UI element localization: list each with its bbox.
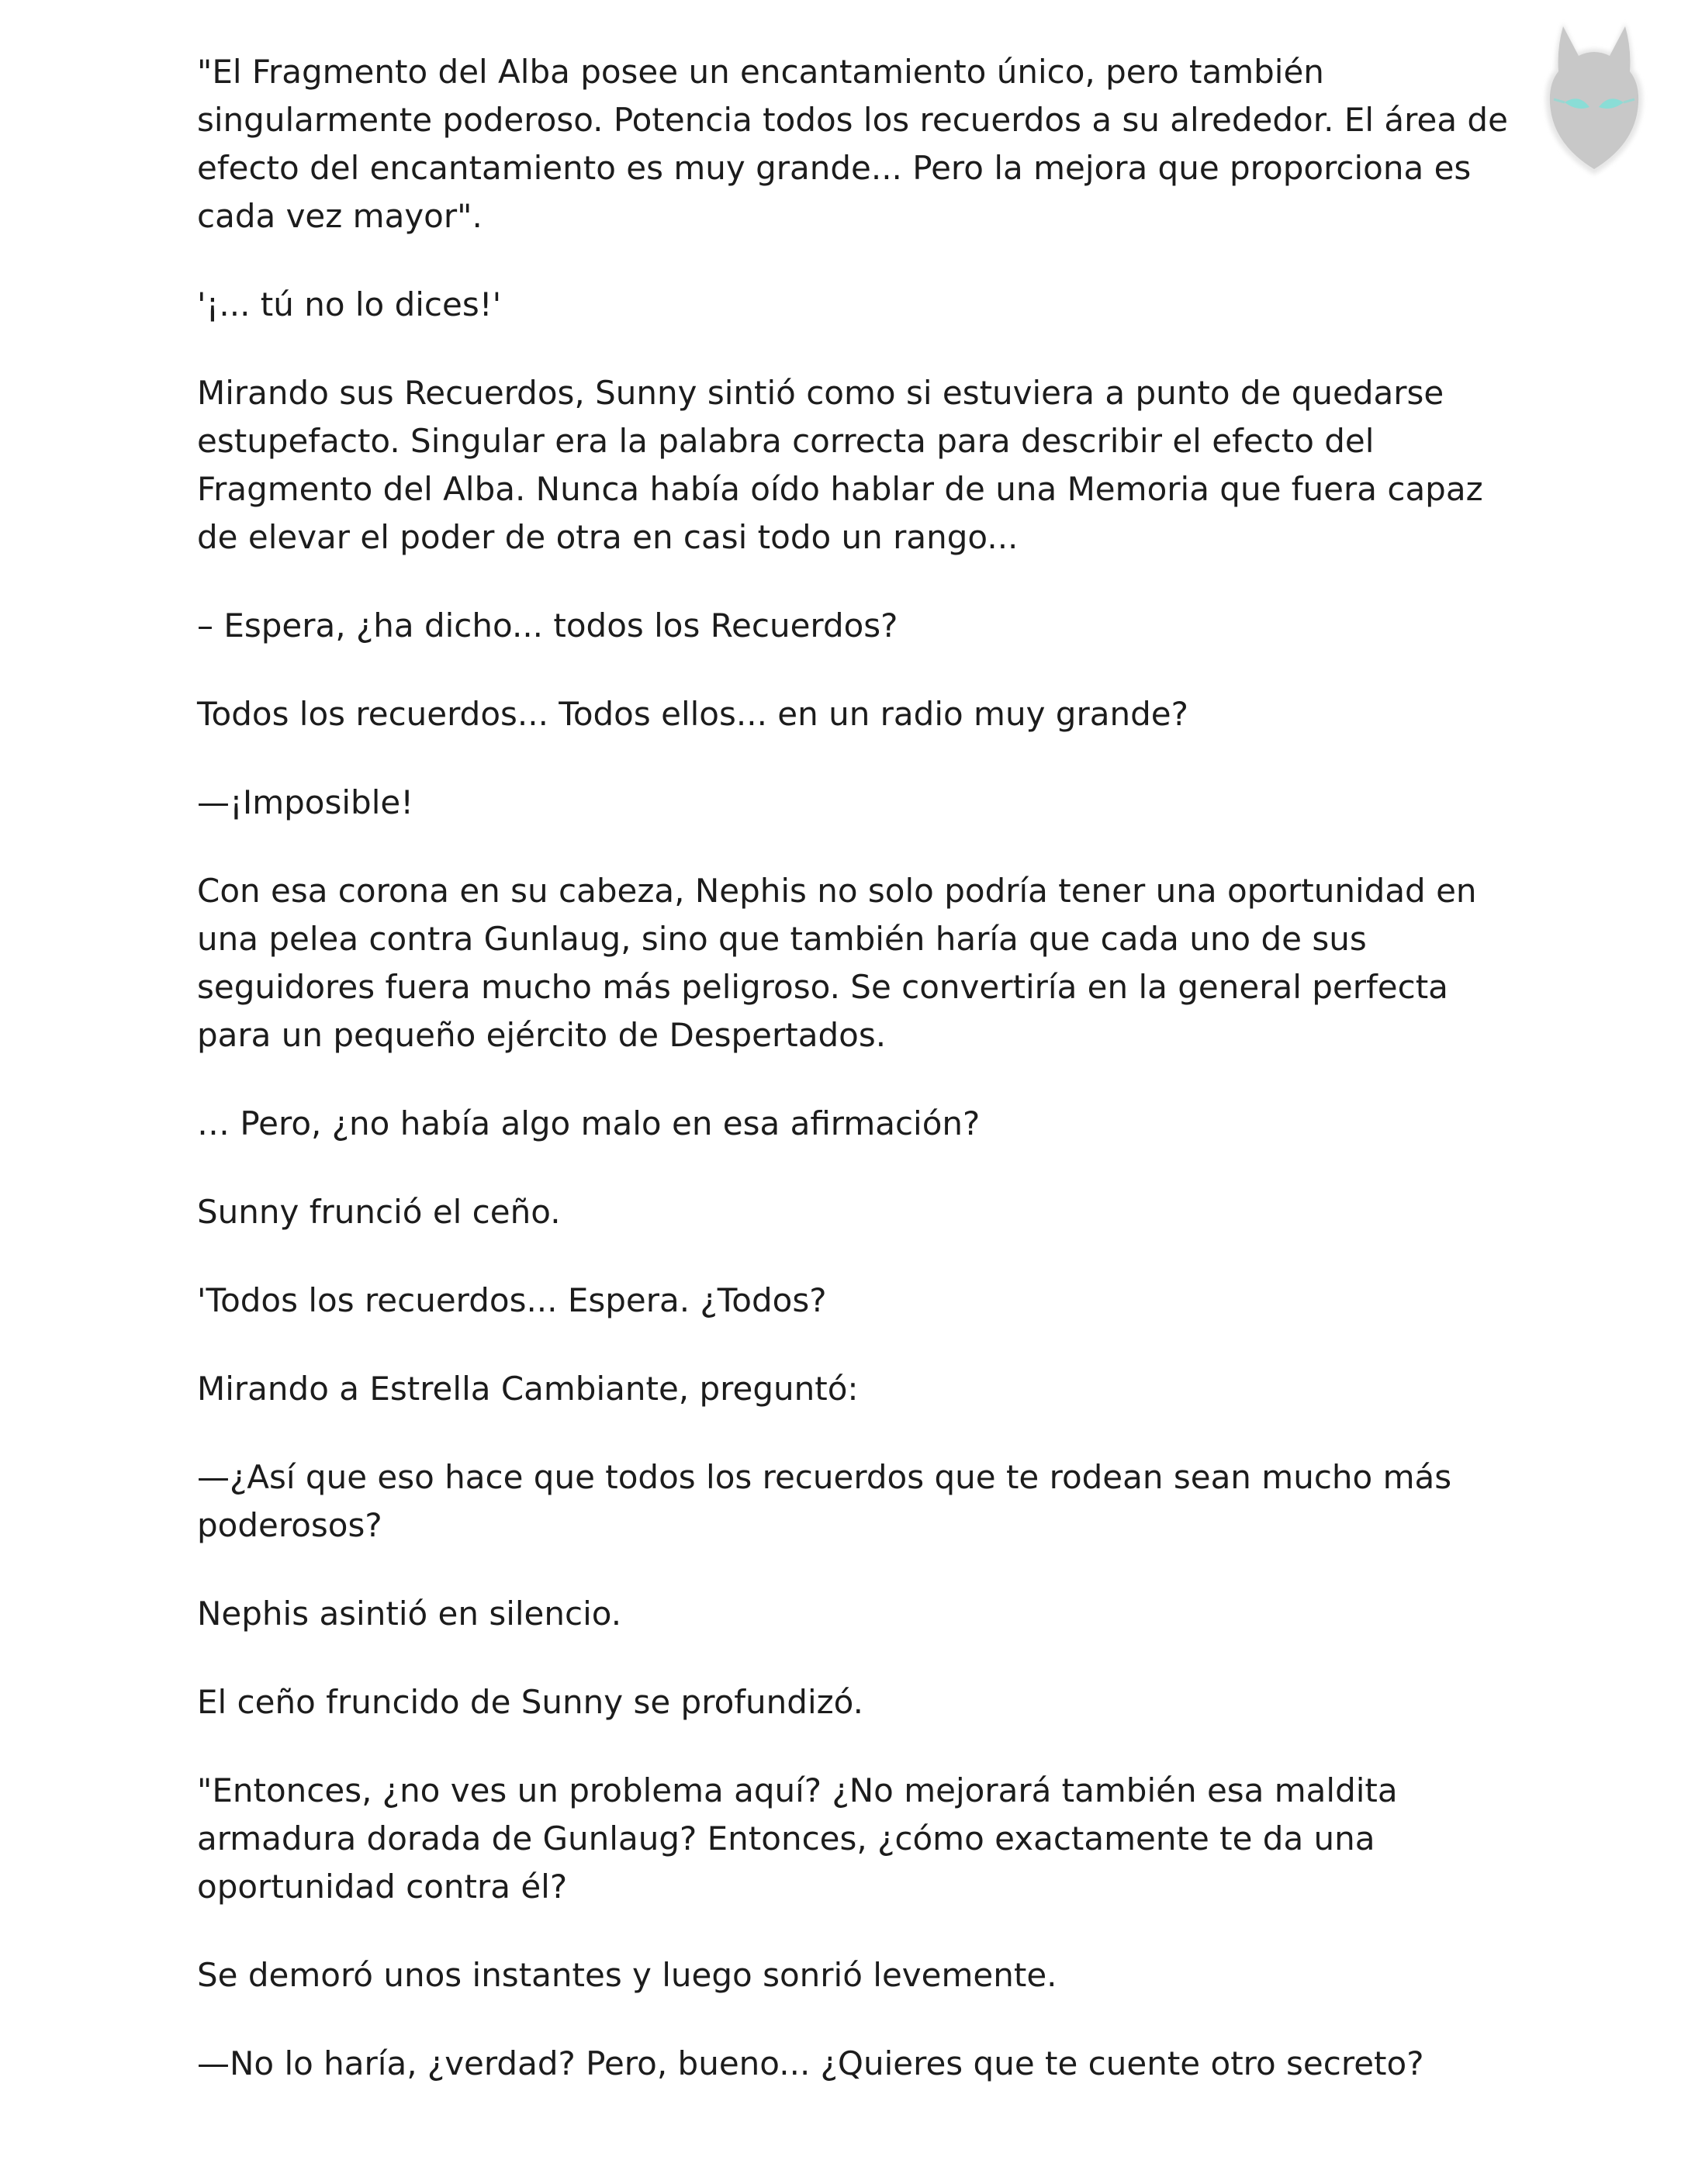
paragraph: '¡... tú no lo dices!'	[197, 285, 502, 323]
paragraph: 'Todos los recuerdos... Espera. ¿Todos?	[197, 1281, 827, 1319]
paragraph: "Entonces, ¿no ves un problema aquí? ¿No mejorará también esa maldita armadura dorada de Gunlaug? Entonces, ¿cómo exactamente te da una oportunidad contra él?	[197, 1771, 1398, 1906]
paragraph: Sunny frunció el ceño.	[197, 1193, 561, 1231]
paragraph: Mirando sus Recuerdos, Sunny sintió como si estuviera a punto de quedarse estupefacto. Singular era la palabra correcta para describir el efecto del Fragmento del Alba. Nunca había oído hablar de una Memoria que fuera capaz de elevar el poder de otra en casi todo un rango...	[197, 374, 1483, 556]
paragraph: Todos los recuerdos... Todos ellos... en un radio muy grande?	[197, 695, 1188, 733]
paragraph: "El Fragmento del Alba posee un encantamiento único, pero también singularmente poderoso. Potencia todos los recuerdos a su alrededor. El área de efecto del encantamiento es muy grande... Pero la mejora que proporciona es cada vez mayor".	[197, 53, 1508, 235]
paragraph: —¡Imposible!	[197, 783, 414, 821]
body-text	[197, 48, 1516, 2088]
paragraph: Con esa corona en su cabeza, Nephis no solo podría tener una oportunidad en una pelea contra Gunlaug, sino que también haría que cada uno de sus seguidores fuera mucho más peligroso. Se convertiría en la general perfecta para un pequeño ejército de Despertados.	[197, 872, 1477, 1054]
paragraph: Se demoró unos instantes y luego sonrió levemente.	[197, 1956, 1057, 1994]
paragraph: —¿Así que eso hace que todos los recuerdos que te rodean sean mucho más poderosos?	[197, 1458, 1452, 1544]
paragraph: —No lo haría, ¿verdad? Pero, bueno... ¿Quieres que te cuente otro secreto?	[197, 2044, 1424, 2082]
paragraph: Mirando a Estrella Cambiante, preguntó:	[197, 1370, 859, 1408]
paragraph: Nephis asintió en silencio.	[197, 1595, 622, 1633]
demon-head-icon	[1517, 16, 1672, 186]
paragraph: El ceño fruncido de Sunny se profundizó.	[197, 1683, 863, 1721]
paragraph: – Espera, ¿ha dicho... todos los Recuerdos?	[197, 606, 898, 644]
paragraph: … Pero, ¿no había algo malo en esa afirmación?	[197, 1104, 981, 1142]
